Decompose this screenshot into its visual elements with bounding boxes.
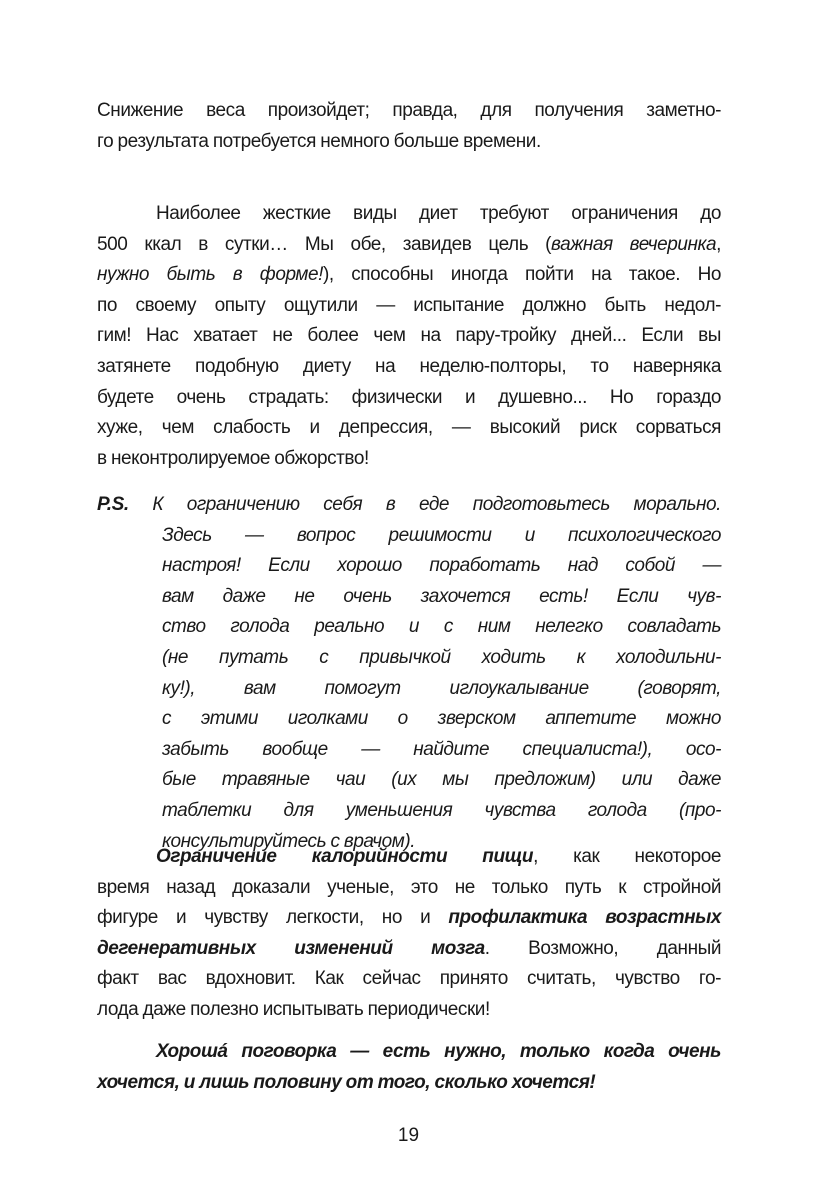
emphasized-text: забыть вообще — найдите специалиста!), осо- <box>162 738 721 760</box>
text-segment: затянете подобную диету на неделю-полторы, то наверняка <box>97 355 721 377</box>
emphasized-text: ку!), вам помогут иглоукалывание (говорят, <box>162 677 721 699</box>
emphasized-text: P.S. <box>97 494 129 515</box>
text-line <box>97 674 721 705</box>
emphasized-text: с этими иголками о зверском аппетите можно <box>162 708 721 730</box>
text-line <box>97 903 721 934</box>
text-segment: будете очень страдать: физически и душевно... Но гораздо <box>97 386 721 408</box>
text-line <box>97 1068 721 1099</box>
text-line <box>97 643 721 674</box>
text-line <box>97 704 721 735</box>
emphasized-text: (не путать с привычкой ходить к холодильни- <box>162 646 721 668</box>
paragraph-calorie-restriction <box>97 842 721 1026</box>
text-line <box>97 383 721 414</box>
text-segment: ), способны иногда пойти на такое. Но <box>322 264 721 286</box>
text-line <box>97 127 721 158</box>
text-segment: факт вас вдохновит. Как сейчас принято считать, чувство го- <box>97 968 721 990</box>
text-line <box>97 964 721 995</box>
text-line <box>97 612 721 643</box>
text-line <box>97 230 721 261</box>
text-line <box>97 413 721 444</box>
emphasized-text: бые травяные чаи (их мы предложим) или даже <box>162 769 721 791</box>
text-segment: в неконтролируемое обжорство! <box>97 447 369 469</box>
text-line <box>97 735 721 766</box>
text-segment: фигуре и чувству легкости, но и <box>97 907 449 929</box>
text-line <box>97 842 721 873</box>
text-line <box>97 260 721 291</box>
emphasized-text: важная вечеринка <box>551 233 717 255</box>
saying-quote <box>97 1037 721 1098</box>
text-segment: лода даже полезно испытывать периодически! <box>97 998 490 1020</box>
text-line <box>97 873 721 904</box>
emphasized-text: Хорошá поговорка — есть нужно, только когда очень <box>156 1041 721 1062</box>
text-segment: хуже, чем слабость и депрессия, — высокий риск сорваться <box>97 417 721 439</box>
emphasized-text: таблетки для уменьшения чувства голода (про- <box>162 799 721 821</box>
page-number: 19 <box>397 1125 420 1146</box>
text-segment: . Возможно, данный <box>484 937 721 959</box>
emphasized-text: вам даже не очень захочется есть! Если чув- <box>162 585 721 607</box>
text-line <box>97 96 721 127</box>
text-segment: по своему опыту ощутили — испытание должно быть недол- <box>97 294 721 316</box>
postscript-note <box>97 490 721 857</box>
emphasized-text: Ограничение калорийности пищи <box>156 846 534 867</box>
text-line <box>97 551 721 582</box>
paragraph-weight-loss <box>97 96 721 157</box>
emphasized-text: консультируйтесь с врачом). <box>162 830 416 852</box>
text-segment: го результата потребуется немного больше времени. <box>97 130 541 152</box>
text-line <box>97 765 721 796</box>
text-segment: , как некоторое <box>533 846 721 867</box>
emphasized-text: Здесь — вопрос решимости и психологического <box>162 524 721 546</box>
emphasized-text: настроя! Если хорошо поработать над собой — <box>162 555 721 577</box>
text-line <box>97 934 721 965</box>
text-segment: Снижение веса произойдет; правда, для получения заметно- <box>97 100 721 121</box>
text-segment: Наиболее жесткие виды диет требуют ограничения до <box>156 203 721 224</box>
text-line <box>97 521 721 552</box>
emphasized-text: К ограничению себя в еде подготовьтесь морально. <box>128 494 721 515</box>
text-line <box>97 352 721 383</box>
text-line <box>97 490 721 521</box>
text-line <box>97 796 721 827</box>
emphasized-text: профилактика возрастных <box>448 907 721 929</box>
text-segment: гим! Нас хватает не более чем на пару-тройку дней... Если вы <box>97 325 721 347</box>
emphasized-text: нужно быть в форме! <box>97 264 323 286</box>
text-line <box>97 995 721 1026</box>
text-line <box>97 321 721 352</box>
emphasized-text: дегенеративных изменений мозга <box>97 937 485 959</box>
text-line <box>97 444 721 475</box>
text-line <box>97 1037 721 1068</box>
text-line <box>97 199 721 230</box>
text-line <box>97 582 721 613</box>
text-segment: время назад доказали ученые, это не только путь к стройной <box>97 876 721 898</box>
paragraph-strict-diets <box>97 199 721 474</box>
text-segment: 500 ккал в сутки… Мы обе, завидев цель ( <box>97 233 552 255</box>
text-segment: , <box>716 233 721 255</box>
emphasized-text: ство голода реально и с ним нелегко совладать <box>162 616 721 638</box>
emphasized-text: хочется, и лишь половину от того, сколько хочется! <box>97 1071 596 1093</box>
text-line <box>97 291 721 322</box>
